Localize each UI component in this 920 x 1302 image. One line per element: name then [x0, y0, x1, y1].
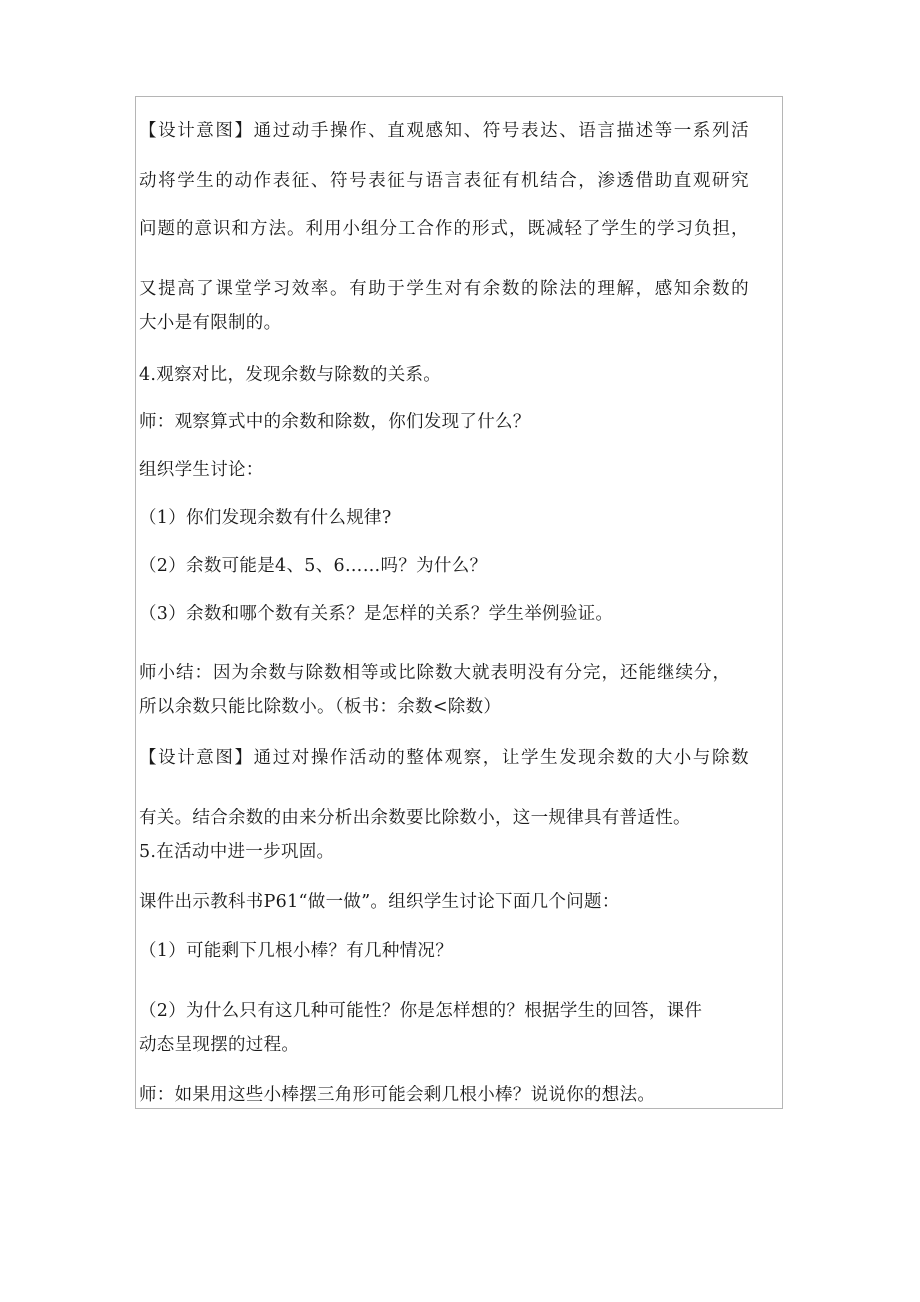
paragraph-line: 问题的意识和方法。利用小组分工合作的形式，既减轻了学生的学习负担，	[139, 219, 750, 239]
section-heading: 4.观察对比，发现余数与除数的关系。	[139, 365, 442, 385]
paragraph-line: 有关。结合余数的由来分析出余数要比除数小，这一规律具有普适性。	[139, 808, 691, 828]
paragraph-line: 又提高了课堂学习效率。有助于学生对有余数的除法的理解，感知余数的	[139, 279, 751, 299]
list-item: （1）可能剩下几根小棒？有几种情况？	[139, 941, 454, 961]
document-frame-bottom	[135, 1108, 783, 1109]
paragraph-line: 【设计意图】通过对操作活动的整体观察，让学生发现余数的大小与除数	[139, 748, 751, 768]
paragraph-line: 师：如果用这些小棒摆三角形可能会剩几根小棒？说说你的想法。	[139, 1085, 656, 1105]
list-item: （2）余数可能是4、5、6……吗？为什么？	[139, 556, 488, 576]
paragraph-line: 【设计意图】通过动手操作、直观感知、符号表达、语言描述等一系列活	[139, 121, 751, 141]
paragraph-line: 所以余数只能比除数小。（板书：余数<除数）	[139, 697, 502, 717]
paragraph-line: 大小是有限制的。	[139, 313, 282, 333]
paragraph-line: 课件出示教科书P61“做一做”。组织学生讨论下面几个问题：	[139, 892, 620, 912]
list-item: （1）你们发现余数有什么规律?	[139, 508, 392, 528]
paragraph-line: 师：观察算式中的余数和除数，你们发现了什么？	[139, 412, 531, 432]
section-heading: 5.在活动中进一步巩固。	[139, 842, 335, 862]
paragraph-line: 组织学生讨论：	[139, 460, 264, 480]
paragraph-line: 师小结：因为余数与除数相等或比除数大就表明没有分完，还能继续分，	[139, 663, 731, 683]
list-item: （2）为什么只有这几种可能性？你是怎样想的？根据学生的回答，课件	[139, 1001, 703, 1021]
list-item: （3）余数和哪个数有关系？是怎样的关系？学生举例验证。	[139, 604, 614, 624]
paragraph-line: 动将学生的动作表征、符号表征与语言表征有机结合，渗透借助直观研究	[139, 171, 751, 191]
paragraph-line: 动态呈现摆的过程。	[139, 1035, 300, 1055]
